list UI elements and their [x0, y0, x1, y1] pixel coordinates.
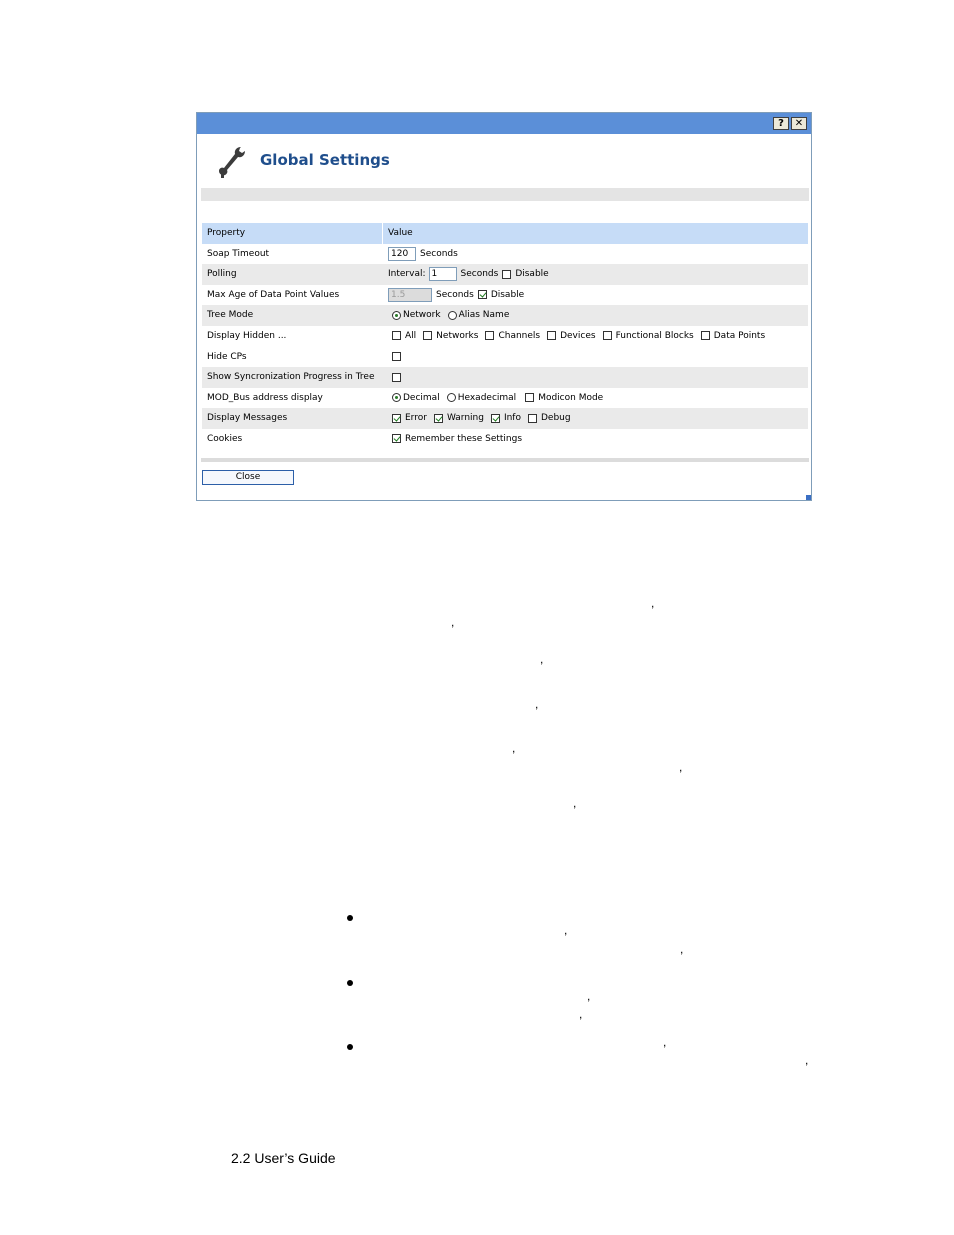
table-header-row [202, 223, 808, 244]
tree-mode-label: Tree Mode [207, 310, 254, 321]
messages-info-label: Info [503, 413, 521, 424]
table-row [202, 367, 808, 388]
hide-cps-checkbox[interactable] [392, 352, 401, 361]
show-sync-checkbox[interactable] [392, 373, 401, 382]
table-row [202, 305, 808, 326]
close-button[interactable]: Close [202, 470, 294, 485]
comma-mark: , [512, 741, 516, 755]
polling-disable-checkbox[interactable] [502, 270, 511, 279]
tree-mode-network-label: Network [403, 310, 441, 321]
messages-info-checkbox[interactable] [491, 414, 500, 423]
polling-interval-label: Interval: [388, 269, 426, 280]
messages-debug-checkbox[interactable] [528, 414, 537, 423]
polling-disable-label: Disable [515, 269, 549, 280]
header-divider [201, 188, 809, 201]
soap-timeout-label: Soap Timeout [207, 248, 270, 259]
comma-mark: , [535, 697, 539, 711]
max-age-disable-checkbox[interactable] [478, 290, 487, 299]
table-row [202, 326, 808, 347]
table-row [202, 347, 808, 368]
help-button[interactable]: ? [773, 117, 789, 130]
table-row [202, 285, 808, 306]
global-settings-dialog [196, 112, 812, 501]
bullet-point [347, 1044, 353, 1050]
modbus-hex-label: Hexadecimal [457, 392, 517, 403]
table-row [202, 264, 808, 285]
comma-mark: , [805, 1053, 809, 1067]
polling-label: Polling [207, 269, 237, 280]
comma-mark: , [540, 652, 544, 666]
table-row [202, 408, 808, 429]
wrench-icon [217, 146, 247, 180]
modicon-mode-checkbox[interactable] [525, 393, 534, 402]
hidden-data-points-checkbox[interactable] [701, 331, 710, 340]
hidden-data-points-label: Data Points [713, 330, 766, 341]
cookies-remember-label: Remember these Settings [405, 433, 523, 444]
tree-mode-network-radio[interactable] [392, 311, 401, 320]
hidden-functional-blocks-label: Functional Blocks [615, 330, 694, 341]
soap-timeout-input[interactable]: 120 [388, 247, 416, 261]
comma-mark: , [579, 1007, 583, 1021]
cookies-remember-checkbox[interactable] [392, 434, 401, 443]
dialog-header [197, 134, 811, 188]
modbus-hex-radio[interactable] [447, 393, 456, 402]
messages-debug-label: Debug [541, 413, 571, 424]
hidden-channels-label: Channels [498, 330, 541, 341]
settings-table [202, 223, 808, 450]
max-age-input[interactable]: 1.5 [388, 288, 432, 302]
max-age-disable-label: Disable [490, 289, 525, 300]
bullet-point [347, 980, 353, 986]
messages-warning-label: Warning [446, 413, 484, 424]
hidden-all-checkbox[interactable] [392, 331, 401, 340]
hidden-devices-checkbox[interactable] [547, 331, 556, 340]
bullet-point [347, 915, 353, 921]
footer-divider [201, 458, 809, 462]
soap-timeout-unit: Seconds [420, 248, 458, 259]
title-bar [197, 113, 811, 134]
hidden-channels-checkbox[interactable] [485, 331, 494, 340]
polling-unit: Seconds [460, 269, 499, 280]
resize-grip[interactable] [806, 495, 811, 500]
comma-mark: , [573, 796, 577, 810]
polling-interval-input[interactable]: 1 [429, 267, 457, 281]
display-messages-label: Display Messages [207, 413, 288, 424]
column-header-property: Property [207, 228, 246, 238]
page-footer: 2.2 User’s Guide [231, 1150, 336, 1166]
max-age-unit: Seconds [436, 289, 474, 300]
modicon-mode-label: Modicon Mode [538, 392, 604, 403]
table-row [202, 244, 808, 265]
comma-mark: , [680, 942, 684, 956]
table-row [202, 388, 808, 409]
comma-mark: , [451, 615, 455, 629]
cookies-label: Cookies [207, 433, 243, 444]
tree-mode-alias-radio[interactable] [448, 311, 457, 320]
display-hidden-label: Display Hidden ... [207, 330, 287, 341]
comma-mark: , [651, 596, 655, 610]
dialog-title: Global Settings [260, 151, 390, 169]
show-sync-label: Show Syncronization Progress in Tree [207, 372, 375, 383]
modbus-label: MOD_Bus address display [207, 392, 323, 403]
column-header-value: Value [388, 228, 413, 238]
close-x-button[interactable]: ✕ [791, 117, 807, 130]
modbus-decimal-label: Decimal [403, 392, 440, 403]
hide-cps-label: Hide CPs [207, 351, 247, 362]
messages-error-checkbox[interactable] [392, 414, 401, 423]
comma-mark: , [564, 923, 568, 937]
hidden-all-label: All [405, 330, 417, 341]
max-age-label: Max Age of Data Point Values [207, 289, 340, 300]
hidden-networks-checkbox[interactable] [423, 331, 432, 340]
messages-error-label: Error [405, 413, 427, 424]
hidden-networks-label: Networks [436, 330, 479, 341]
comma-mark: , [663, 1035, 667, 1049]
comma-mark: , [587, 989, 591, 1003]
modbus-decimal-radio[interactable] [392, 393, 401, 402]
hidden-devices-label: Devices [560, 330, 596, 341]
messages-warning-checkbox[interactable] [434, 414, 443, 423]
comma-mark: , [679, 760, 683, 774]
hidden-functional-blocks-checkbox[interactable] [603, 331, 612, 340]
column-separator [382, 223, 383, 244]
table-row [202, 429, 808, 450]
tree-mode-alias-label: Alias Name [458, 310, 510, 321]
